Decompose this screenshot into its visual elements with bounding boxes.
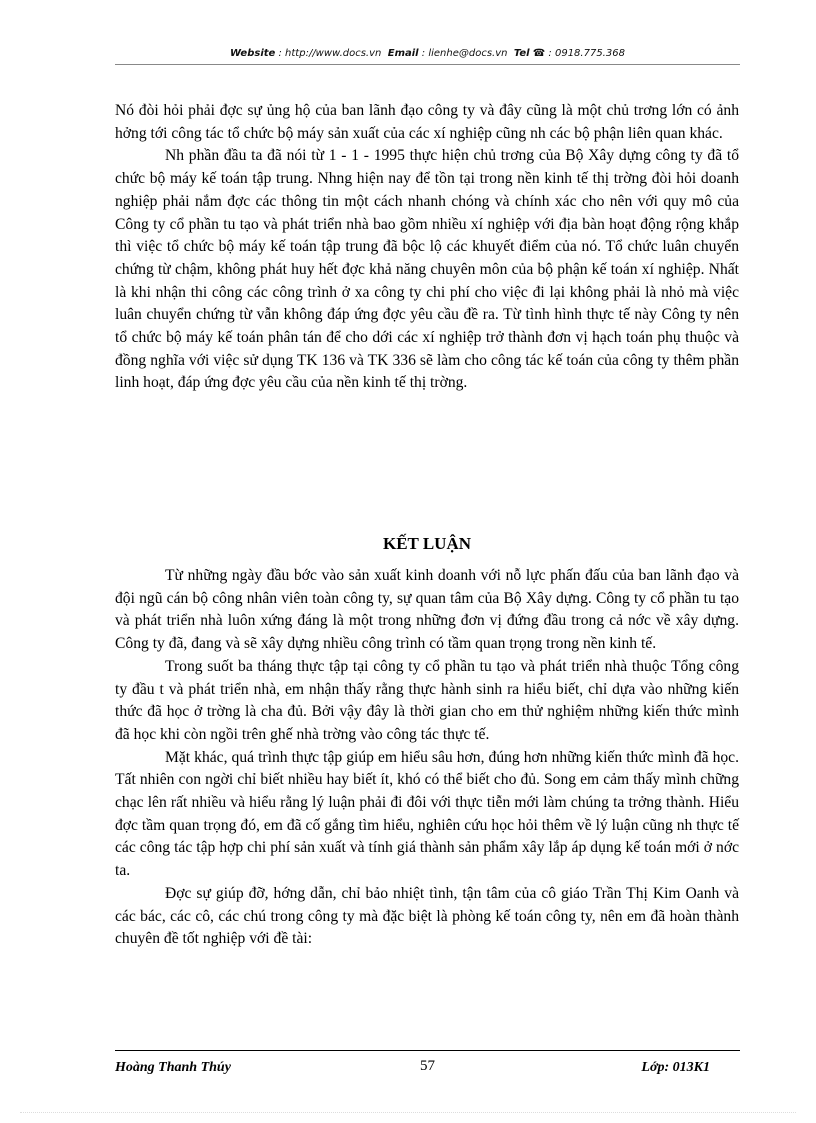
email-value: : lienhe@docs.vn [421,48,508,59]
paragraph: Nh phần đầu ta đã nói từ 1 - 1 - 1995 thực hiện chủ trơng của Bộ Xây dựng công ty đã tổ chức bộ máy kế toán tập trung. Nhng hiện nay để tồn tại trong nền kinh tế thị trờng đòi hỏi doanh nghiệp phải nắm đợc các thông tin một cách nhanh chóng và chính xác cho nên với quy mô của Công ty cổ phần tu tạo và phát triển nhà bao gồm nhiều xí nghiệp với địa bàn hoạt động rộng khắp thì việc tổ chức bộ máy kế toán tập trung đã bộc lộ các khuyết điểm của nó. Tổ chức luân chuyển chứng từ chậm, không phát huy hết đợc khả năng chuyên môn của bộ phận kế toán xí nghiệp. Nhất là khi nhận thi công các công trình ở xa công ty chi phí cho việc đi lại không phải là nhỏ mà việc luân chuyển chứng từ vẫn không đáp ứng đợc yêu cầu đề ra. Từ tình hình thực tế này Công ty nên tổ chức bộ máy kế toán phân tán để cho dới các xí nghiệp trở thành đơn vị hạch toán phụ thuộc và đồng nghĩa với việc sử dụng TK 136 và TK 336 sẽ làm cho công tác kế toán của công ty thêm phần linh hoạt, đáp ứng đợc yêu cầu của nền kinh tế thị trờng. [115,147,739,392]
paragraph: Mặt khác, quá trình thực tập giúp em hiểu sâu hơn, đúng hơn những kiến thức mình đã học. Tất nhiên con ngời chỉ biết nhiều hay biết ít, khó có thể biết cho đủ. Song em cảm thấy mình chững chạc lên rất nhiều và hiểu rằng lý luận phải đi đôi với thực tiễn mới làm chúng ta trởng thành. Hiểu đợc tầm quan trọng đó, em đã cố gắng tìm hiểu, nghiên cứu học hỏi thêm về lý luận cũng nh thực tế các công tác tập hợp chi phí sản xuất và tính giá thành sản phẩm xây lắp áp dụng kế toán mới ở nớc ta. [115,748,739,880]
email-label: Email [387,48,419,59]
page-footer [115,1058,740,1080]
paragraph: Từ những ngày đầu bớc vào sản xuất kinh doanh với nỗ lực phấn đấu của ban lãnh đạo và đội ngũ cán bộ công nhân viên toàn công ty, sự quan tâm của Bộ Xây dựng. Công ty cổ phần tu tạo và phát triển nhà luôn xứng đáng là một trong những đơn vị đứng đầu trong cả nớc về xây dựng. Công ty đã, đang và sẽ xây dựng nhiều công trình có tầm quan trọng trong nền kinh tế. [115,567,739,653]
class-label: Lớp: 013K1 [641,1060,710,1075]
conclusion-title: KẾT LUẬN [382,534,471,553]
page-number: 57 [420,1058,435,1074]
header-divider [115,64,740,65]
intro-section [115,100,739,395]
paragraph: Trong suốt ba tháng thực tập tại công ty cổ phần tu tạo và phát triển nhà thuộc Tổng công ty đầu t và phát triển nhà, em nhận thấy rằng thực hành sinh ra hiểu biết, chỉ dựa vào những kiến thức đã học ở trờng là cha đủ. Bởi vậy đây là thời gian cho em thử nghiệm những kiến thức mình đã học khi còn ngồi trên ghế nhà trờng vào công tác thực tế. [115,657,739,743]
paragraph: Đợc sự giúp đỡ, hớng dẫn, chỉ bảo nhiệt tình, tận tâm của cô giáo Trần Thị Kim Oanh và các bác, các cô, các chú trong công ty mà đặc biệt là phòng kế toán công ty, nên em đã hoàn thành chuyên đề tốt nghiệp với đề tài: [115,884,739,948]
website-value: : http://www.docs.vn [278,48,382,59]
footer-divider [115,1050,740,1051]
bottom-border [20,1112,796,1113]
paragraph: Nó đòi hỏi phải đợc sự ủng hộ của ban lãnh đạo công ty và đây cũng là một chủ trơng lớn có ảnh hởng tới công tác tổ chức bộ máy sản xuất của các xí nghiệp cũng nh các bộ phận liên quan khác. [115,102,739,142]
tel-value: ☎ : 0918.775.368 [532,48,625,59]
conclusion-section [115,565,739,951]
website-label: Website [230,48,276,59]
author-name: Hoàng Thanh Thúy [115,1060,231,1075]
tel-label: Tel [513,48,530,59]
page-header [115,48,740,59]
